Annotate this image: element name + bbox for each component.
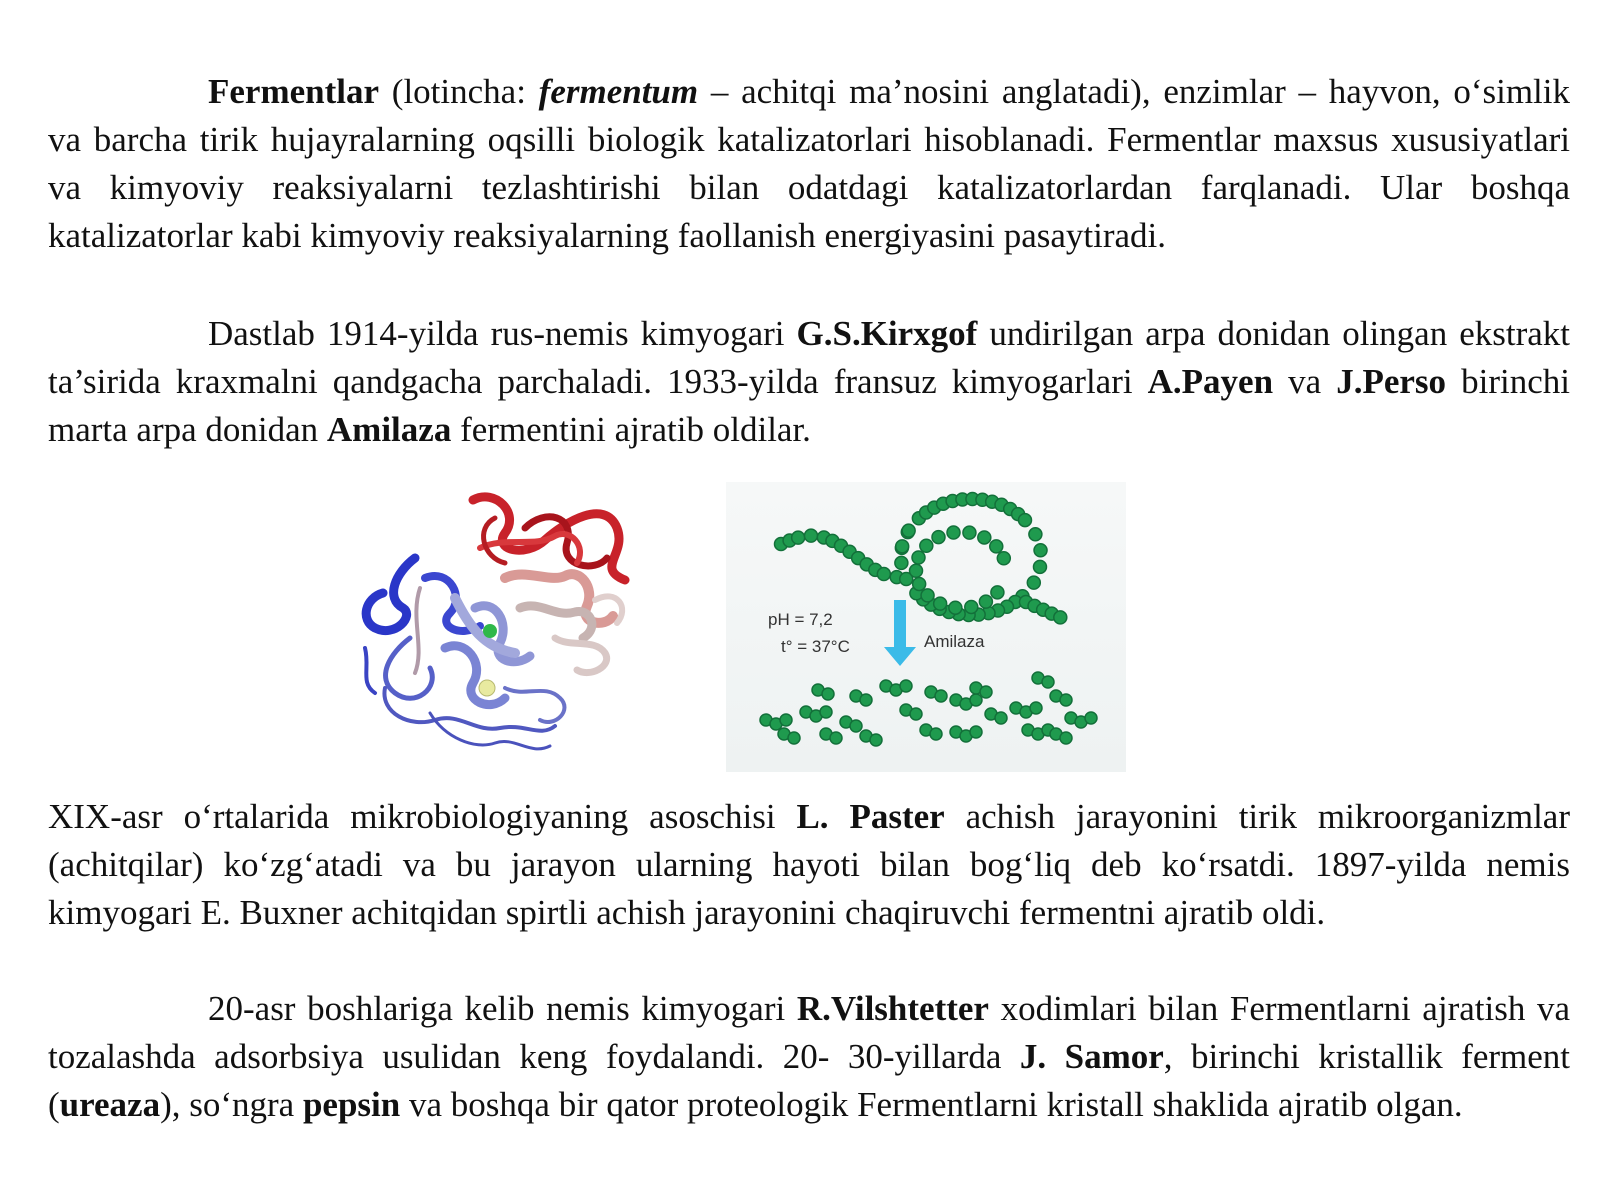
glucose-bead — [870, 734, 882, 746]
glucose-bead — [1085, 712, 1097, 724]
text-run: Dastlab 1914-yilda rus-nemis kimyogari — [208, 314, 797, 353]
glucose-bead — [932, 531, 945, 544]
glucose-bead — [910, 564, 923, 577]
glucose-bead — [1060, 694, 1072, 706]
text-run: pepsin — [302, 1085, 401, 1124]
text-run: G.S.Kirxgof — [796, 314, 978, 353]
glucose-bead — [991, 586, 1004, 599]
text-run: va boshqa bir qator proteologik Fermentlarni kristall shaklida ajratib olgan. — [400, 1085, 1463, 1124]
text-run: Fermentlar — [208, 72, 380, 111]
paragraph-definition — [48, 68, 1570, 260]
text-run: undirilgan arpa donidan olingan ekstrakt ta’sirida kraxmalni qandgacha parchaladi. 1933-yilda fransuz kimyogarlari — [48, 314, 1571, 401]
glucose-bead — [1060, 732, 1072, 744]
text-run: ), so‘ngra — [160, 1085, 303, 1124]
glucose-bead — [963, 526, 976, 539]
glucose-bead — [900, 680, 912, 692]
text-run: (lotincha: — [379, 72, 539, 111]
glucose-bead — [1042, 676, 1054, 688]
text-run: xodimlari bilan Fermentlarni ajratish va tozalashda adsorbsiya usulidan keng foydalandi. 20- 30-yillarda — [48, 989, 1570, 1076]
paragraph-history-amylase — [48, 310, 1570, 454]
text-run: J. Samor — [1019, 1037, 1164, 1076]
amylase-hydrolysis-diagram — [726, 482, 1126, 772]
glucose-bead — [1030, 702, 1042, 714]
glucose-bead — [896, 540, 909, 553]
glucose-bead — [1054, 611, 1067, 624]
paragraph-willstatter-sumner — [48, 985, 1570, 1129]
glucose-bead — [965, 600, 978, 613]
text-run: Amilaza — [326, 410, 452, 449]
text-run: va — [1273, 362, 1337, 401]
glucose-bead — [970, 694, 982, 706]
glucose-bead — [910, 708, 922, 720]
glucose-bead — [921, 589, 934, 602]
glucose-bead — [970, 726, 982, 738]
glucose-bead — [980, 686, 992, 698]
text-run: , birinchi kristallik ferment ( — [48, 1037, 1571, 1124]
glucose-bead — [978, 531, 991, 544]
glucose-bead — [902, 524, 915, 537]
glucose-bead — [1033, 560, 1046, 573]
glucose-bead — [949, 601, 962, 614]
glucose-bead — [930, 728, 942, 740]
text-run: L. Paster — [796, 797, 945, 836]
glucose-bead — [979, 595, 992, 608]
glucose-bead — [830, 732, 842, 744]
glucose-bead — [820, 706, 832, 718]
text-run: – achitqi ma’nosini anglatadi), enzimlar – hayvon, o‘simlik va barcha tirik hujayralarning oqsilli biologik katalizatorlari hisoblanadi. Fermentlar maxsus xususiyatlari va kimyoviy reaksiyalarni tezlashtirishi bilan odatdagi katalizatorlardan farqlanadi. Ular boshqa katalizatorlar kabi kimyoviy reaksiyalarning faollanish energiyasini pasaytiradi. — [48, 72, 1570, 255]
glucose-bead — [877, 568, 890, 581]
glucose-bead — [780, 714, 792, 726]
glucose-bead — [860, 694, 872, 706]
text-run: birinchi marta arpa donidan — [48, 362, 1570, 449]
glucose-bead — [792, 531, 805, 544]
glucose-bead — [1018, 514, 1031, 527]
glucose-bead — [934, 597, 947, 610]
text-run: J.Perso — [1336, 362, 1447, 401]
glucose-bead — [947, 526, 960, 539]
glucose-bead — [935, 690, 947, 702]
temperature-condition-label: t° = 37°C — [781, 637, 850, 656]
glucose-bead — [995, 712, 1007, 724]
glucose-bead — [822, 688, 834, 700]
text-run: fermentum — [538, 72, 699, 111]
glucose-bead — [788, 732, 800, 744]
glucose-bead — [913, 577, 926, 590]
glucose-bead — [850, 720, 862, 732]
glucose-bead — [912, 551, 925, 564]
text-run: fermentini ajratib oldilar. — [451, 410, 811, 449]
arrow-down-icon — [884, 600, 916, 666]
text-run: XIX-asr o‘rtalarida mikrobiologiyaning asoschisi — [48, 797, 797, 836]
enzyme-structure-image — [355, 488, 655, 770]
glucose-bead — [1034, 544, 1047, 557]
glucose-bead — [805, 529, 818, 542]
enzyme-label: Amilaza — [924, 632, 985, 651]
paragraph-pasteur-buchner — [48, 793, 1570, 937]
glucose-bead — [1027, 576, 1040, 589]
text-run: R.Vilshtetter — [796, 989, 989, 1028]
glucose-bead — [1029, 528, 1042, 541]
text-run: 20-asr boshlariga kelib nemis kimyogari — [208, 989, 797, 1028]
text-run: A.Payen — [1147, 362, 1274, 401]
ph-condition-label: pH = 7,2 — [768, 610, 833, 629]
text-run: ureaza — [59, 1085, 161, 1124]
glucose-bead — [997, 552, 1010, 565]
glucose-bead — [895, 556, 908, 569]
glucose-bead — [920, 539, 933, 552]
glucose-bead — [990, 540, 1003, 553]
text-run: achish jarayonini tirik mikroorganizmlar (achitqilar) ko‘zg‘atadi va bu jarayon ularning hayoti bilan bog‘liq deb ko‘rsatdi. 1897-yilda nemis kimyogari E. Buxner achitqidan spirtli achish jarayonini chaqiruvchi fermentni ajratib oldi. — [48, 797, 1570, 932]
